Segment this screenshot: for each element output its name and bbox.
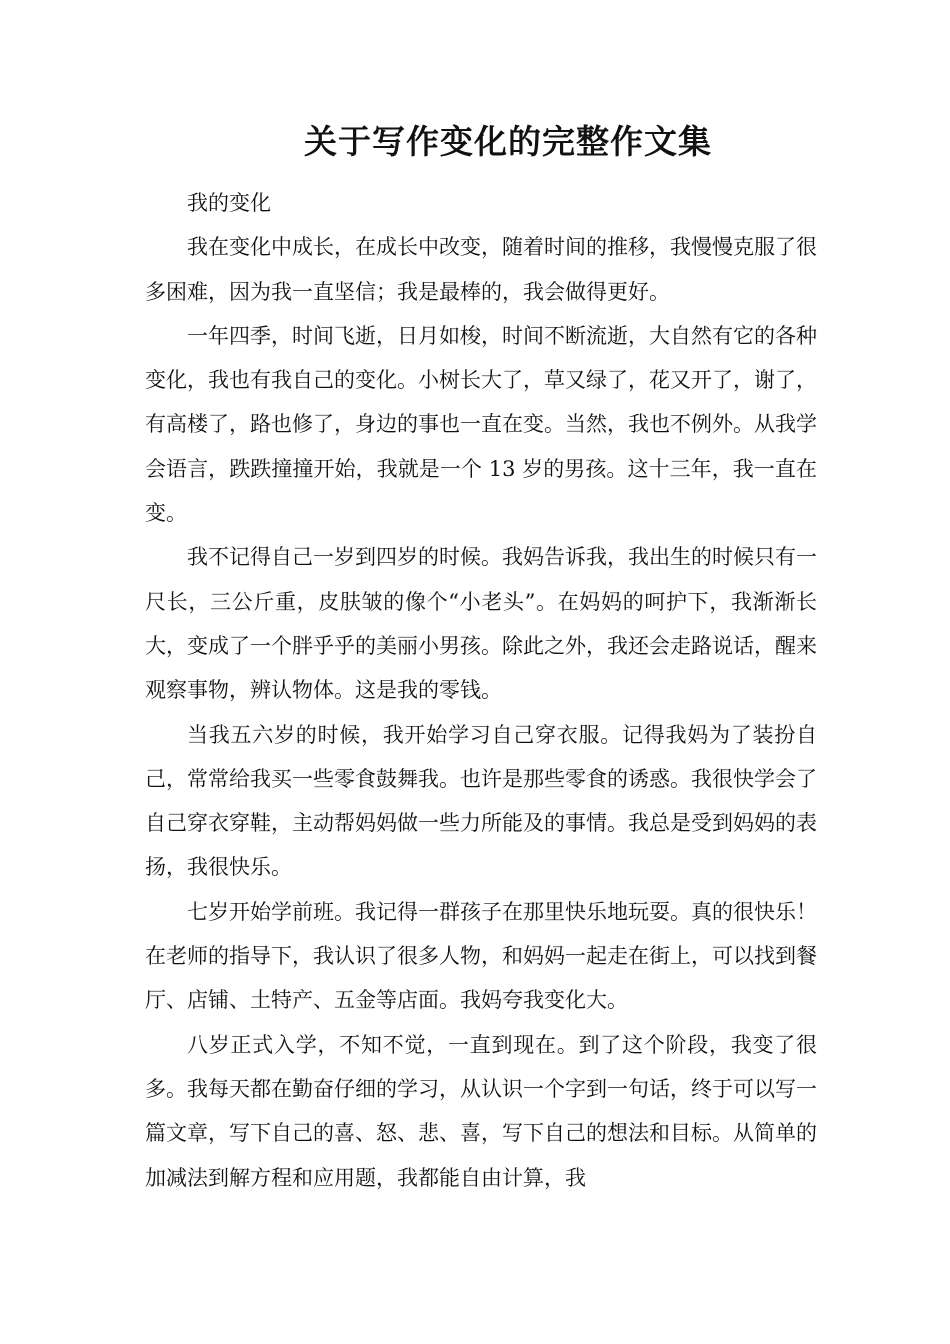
- paragraph: 我不记得自己一岁到四岁的时候。我妈告诉我，我出生的时候只有一尺长，三公斤重，皮肤皱的像个“小老头”。在妈妈的呵护下，我渐渐长大，变成了一个胖乎乎的美丽小男孩。除此之外，我还会走路说话，醒来观察事物，辨认物体。这是我的零钱。: [145, 545, 817, 703]
- paragraph: 八岁正式入学，不知不觉，一直到现在。到了这个阶段，我变了很多。我每天都在勤奋仔细的学习，从认识一个字到一句话，终于可以写一篇文章，写下自己的喜、怒、悲、喜，写下自己的想法和目标。从简单的加减法到解方程和应用题，我都能自由计算，我: [145, 1032, 817, 1190]
- document-title: 关于写作变化的完整作文集: [304, 122, 712, 161]
- paragraph-subtitle: 我的变化: [187, 191, 271, 215]
- paragraph: 我在变化中成长，在成长中改变，随着时间的推移，我慢慢克服了很多困难，因为我一直坚信；我是最棒的，我会做得更好。: [145, 235, 817, 304]
- paragraph: 一年四季，时间飞逝，日月如梭，时间不断流逝，大自然有它的各种变化，我也有我自己的变化。小树长大了，草又绿了，花又开了，谢了，有高楼了，路也修了，身边的事也一直在变。当然，我也不例外。从我学会语言，跌跌撞撞开始，我就是一个 13 岁的男孩。这十三年，我一直在变。: [145, 323, 817, 526]
- paragraph: 七岁开始学前班。我记得一群孩子在那里快乐地玩耍。真的很快乐！在老师的指导下，我认识了很多人物，和妈妈一起走在街上，可以找到餐厅、店铺、土特产、五金等店面。我妈夸我变化大。: [145, 899, 817, 1013]
- document-body: [145, 181, 817, 1200]
- paragraph: 当我五六岁的时候，我开始学习自己穿衣服。记得我妈为了装扮自己，常常给我买一些零食鼓舞我。也许是那些零食的诱惑。我很快学会了自己穿衣穿鞋，主动帮妈妈做一些力所能及的事情。我总是受到妈妈的表扬，我很快乐。: [145, 722, 817, 880]
